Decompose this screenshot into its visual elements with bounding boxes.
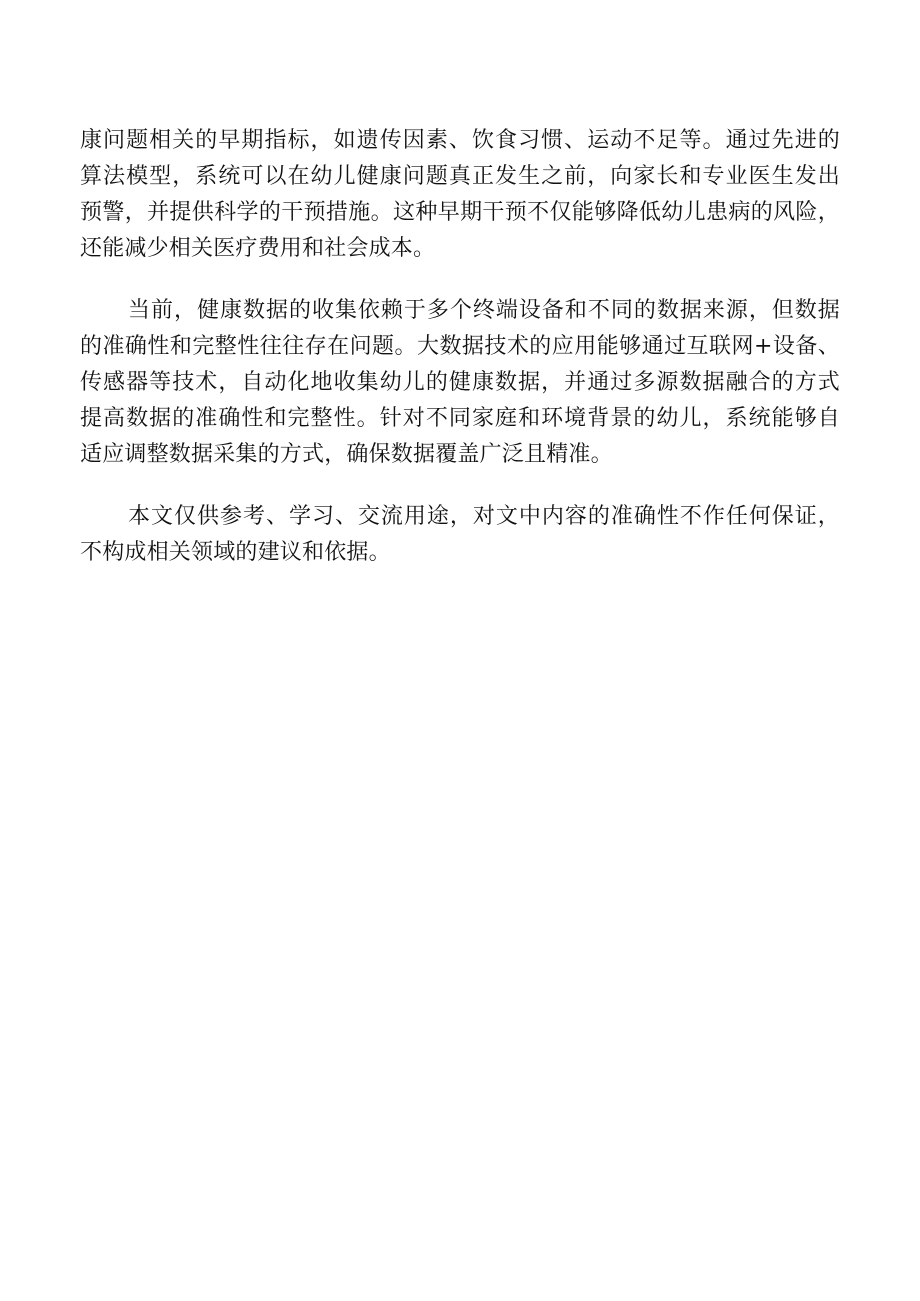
paragraph-data-collection	[80, 293, 840, 473]
text-line: 本文仅供参考、学习、交流用途，对文中内容的准确性不作任何保证，	[128, 504, 840, 529]
text-line: 当前，健康数据的收集依赖于多个终端设备和不同的数据来源，但数据	[128, 298, 840, 323]
text-line: 传感器等技术，自动化地收集幼儿的健康数据，并通过多源数据融合的方式	[80, 370, 840, 395]
text-line: 康问题相关的早期指标，如遗传因素、饮食习惯、运动不足等。通过先进的	[80, 128, 840, 153]
text-line: 算法模型，系统可以在幼儿健康问题真正发生之前，向家长和专业医生发出	[80, 164, 840, 189]
paragraph-early-warning	[80, 123, 840, 267]
text-line: 的准确性和完整性往往存在问题。大数据技术的应用能够通过互联网+设备、	[80, 334, 840, 359]
text-line: 提高数据的准确性和完整性。针对不同家庭和环境背景的幼儿，系统能够自	[80, 406, 840, 431]
paragraph-disclaimer	[80, 499, 840, 571]
document-body	[80, 123, 840, 597]
text-line: 不构成相关领域的建议和依据。	[80, 540, 391, 565]
text-line: 预警，并提供科学的干预措施。这种早期干预不仅能够降低幼儿患病的风险，	[80, 200, 840, 225]
text-line: 还能减少相关医疗费用和社会成本。	[80, 236, 436, 261]
text-line: 适应调整数据采集的方式，确保数据覆盖广泛且精准。	[80, 442, 613, 467]
